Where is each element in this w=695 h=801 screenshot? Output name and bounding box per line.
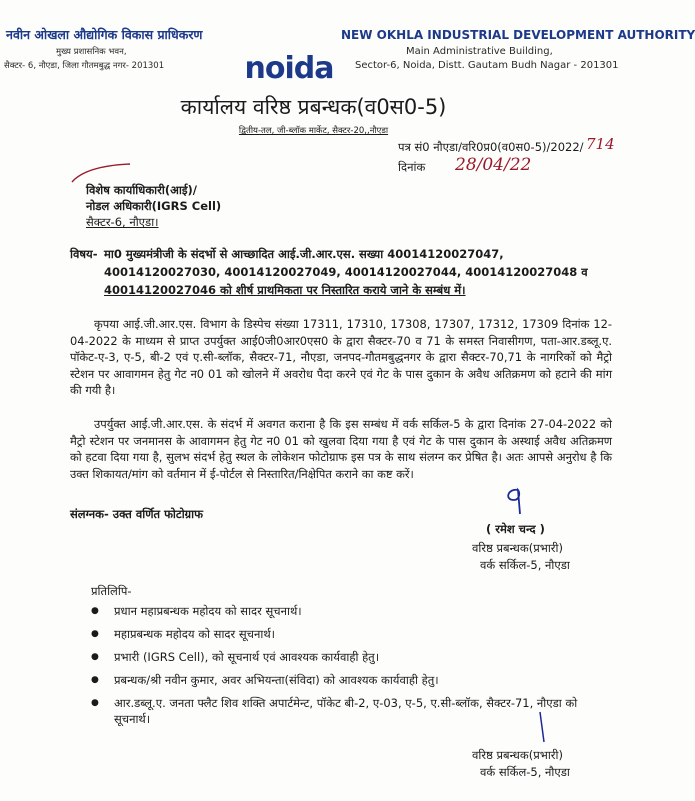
subject-line-2: 40014120027030, 40014120027049, 40014120027044, 40014120027048 व xyxy=(104,265,588,279)
noida-logo-text: noida xyxy=(244,51,334,86)
org-name-hindi: नवीन ओखला औद्योगिक विकास प्राधिकरण xyxy=(6,27,203,42)
copy-to-item: ● महाप्रबन्धक महोदय को सादर सूचनार्थ। xyxy=(88,626,608,642)
subject-line-3: 40014120027046 को शीर्ष प्राथमिकता पर निस्तारित कराये जाने के सम्बंध में। xyxy=(104,283,466,297)
address-english: Sector-6, Noida, Distt. Gautam Budh Nagar - 201301 xyxy=(355,60,619,71)
body-paragraph-2: उपर्युक्त आई.जी.आर.एस. के संदर्भ में अवगत कराना है कि इस सम्बंध में वर्क सर्किल-5 के द्वारा दिनांक 27-04-2022 को मैट्रो स्टेशन पर जनमानस के आवागमन हेतु गेट न0 01 को खुलवा दिया गया है एवं गेट के पास दुकान के अस्थाई अवैध अतिक्रमण को हटवा दिया गया है, सुलभ संदर्भ हेतु स्थल के लोकेशन फोटोग्राफ इस पत्र के साथ संलग्न कर प्रेषित है। अतः आपसे अनुरोध है कि उक्त शिकायत/मांग को वर्तमान में ई-पोर्टल से निस्तारित/निक्षेपित कराने का कष्ट करें। xyxy=(70,417,612,481)
address-hindi: सैक्टर- 6, नौएडा, जिला गौतमबुद्ध नगर- 201301 xyxy=(4,61,165,71)
subject-line-1: मा0 मुख्यमंत्रीजी के संदर्भो से आच्छादित आई.जी.आर.एस. सख्या 40014120027047, xyxy=(104,247,504,261)
date-label: दिनांक xyxy=(398,160,426,174)
copy-to-item: ● आर.डब्लू.ए. जनता फ्लैट शिव शक्ति अपार्टमेन्ट, पॉकेट बी-2, ए-03, ए-5, ए.सी-ब्लॉक, सैक्टर-71, नौएडा को सूचनार्थ। xyxy=(88,695,608,727)
signatory-designation: वरिष्ठ प्रबन्धक(प्रभारी) xyxy=(472,541,563,555)
letter-number-handwritten: 714 xyxy=(586,135,615,153)
body-paragraph-1: कृपया आई.जी.आर.एस. विभाग के डिस्पेच संख्या 17311, 17310, 17308, 17307, 17312, 17309 दिनांक 12-04-2022 के माध्यम से प्राप्त उपर्युक्त आई0जी0आर0एस0 के द्वारा सैक्टर-70 व 71 के समस्त निवासीगण, पता-आर.डब्लू.ए. पॉकेट-ए-3, ए-5, बी-2 एवं ए.सी-ब्लॉक, सैक्टर-71, नौएडा, जनपद-गौतमबुद्धनगर के द्वारा सैक्टर-70,71 के नागरिकों को मैट्रो स्टेशन पर आवागमन हेतु गेट न0 01 को खोलने में अवरोध पैदा करने एवं गेट के पास दुकान के अवैध अतिक्रमण को हटाने की मांग की गयी है। xyxy=(70,317,612,398)
letter-number: पत्र सं0 नौएडा/वरि0प्र0(व0स0-5)/2022/ xyxy=(398,140,584,154)
footer-designation: वरिष्ठ प्रबन्धक(प्रभारी) xyxy=(472,748,563,762)
signatory-name: ( रमेश चन्द ) xyxy=(486,522,545,536)
copy-to-list xyxy=(88,603,608,734)
footer-circle: वर्क सर्किल-5, नौएडा xyxy=(480,765,570,779)
addressee-line-1: विशेष कार्याधिकारी(आई)/ xyxy=(86,183,197,197)
building-name-hindi: मुख्य प्रशासनिक भवन, xyxy=(56,47,127,57)
copy-to-item: ● प्रबन्धक/श्री नवीन कुमार, अवर अभियन्ता(संविदा) को आवश्यक कार्यवाही हेतु। xyxy=(88,672,608,688)
date-handwritten: 28/04/22 xyxy=(455,155,532,175)
signatory-circle: वर्क सर्किल-5, नौएडा xyxy=(480,558,570,572)
noida-logo xyxy=(244,48,334,86)
subject-label: विषय- xyxy=(70,247,98,261)
office-title: कार्यालय वरिष्ठ प्रबन्धक(व0स0-5) xyxy=(180,95,447,119)
addressee-line-3: सैक्टर-6, नौएडा। xyxy=(86,215,159,229)
addressee-line-2: नोडल अधिकारी(IGRS Cell) xyxy=(86,199,222,213)
footer-signature-stroke xyxy=(536,710,548,744)
copy-to-item: ● प्रभारी (IGRS Cell), को सूचनार्थ एवं आवश्यक कार्यवाही हेतु। xyxy=(88,649,608,665)
office-address-line xyxy=(0,125,627,136)
signature-mark xyxy=(498,484,532,518)
office-address-text: द्वितीय-तल, जी-ब्लॉक मार्केट, सैक्टर-20,,नौएडा xyxy=(238,126,389,136)
org-name-english: NEW OKHLA INDUSTRIAL DEVELOPMENT AUTHORITY xyxy=(341,28,695,42)
enclosure-note: संलग्नक- उक्त वर्णित फोटोग्राफ xyxy=(70,507,204,521)
copy-to-title: प्रतिलिपि- xyxy=(91,584,132,598)
building-name-english: Main Administrative Building, xyxy=(406,46,553,57)
copy-to-item: ● प्रधान महाप्रबन्धक महोदय को सादर सूचनार्थ। xyxy=(88,603,608,619)
